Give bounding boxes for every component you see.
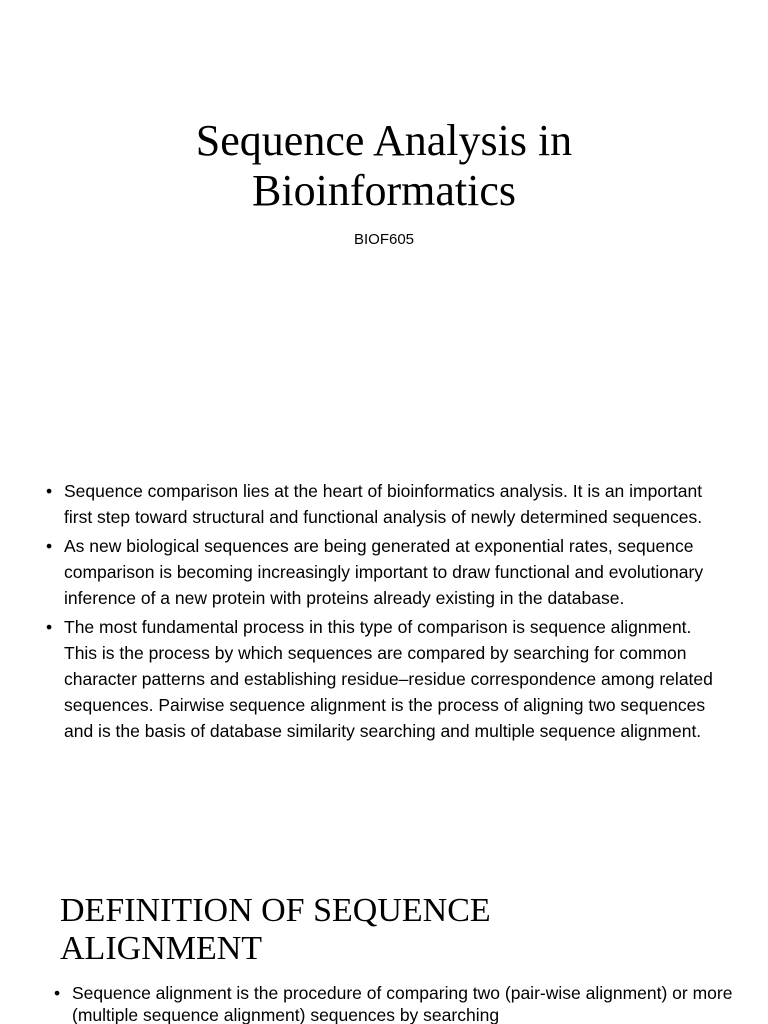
section-heading-line-2: ALIGNMENT [60,930,263,967]
bullet-icon: • [54,983,61,1003]
section-heading-line-1: DEFINITION OF SEQUENCE [60,892,491,929]
bullet-text: As new biological sequences are being generated at exponential rates, sequence comparison is becoming increasingly important to draw functional and evolutionary inference of a new protein with proteins already existing in the database. [64,536,704,608]
bullet-text: Sequence alignment is the procedure of comparing two (pair-wise alignment) or more (multiple sequence alignment) sequences by searching [72,983,733,1024]
list-item [52,982,752,1024]
bullet-text: Sequence comparison lies at the heart of bioinformatics analysis. It is an important first step toward structural and functional analysis of newly determined sequences. [64,481,703,527]
section-heading [60,892,720,968]
bullet-list [52,982,752,1024]
content-slide [0,440,768,858]
list-item [44,478,724,530]
list-item [44,533,724,611]
bullet-list [44,478,724,747]
slide-title [0,116,768,216]
course-code: BIOF605 [353,231,415,248]
slide-title-line-1: Sequence Analysis in [195,116,573,165]
list-item [44,614,724,744]
definition-slide [0,858,768,1024]
bullet-icon: • [46,536,53,556]
bullet-icon: • [46,481,53,501]
title-slide [0,0,768,440]
bullet-text: The most fundamental process in this type of comparison is sequence alignment. This is the process by which sequences are compared by searching for common character patterns and establishing residue–residue correspondence among related sequences. Pairwise sequence alignment is the process of aligning two sequences and is the basis of database similarity searching and multiple sequence alignment. [64,617,713,741]
slide-title-line-2: Bioinformatics [252,166,516,215]
bullet-icon: • [46,617,53,637]
